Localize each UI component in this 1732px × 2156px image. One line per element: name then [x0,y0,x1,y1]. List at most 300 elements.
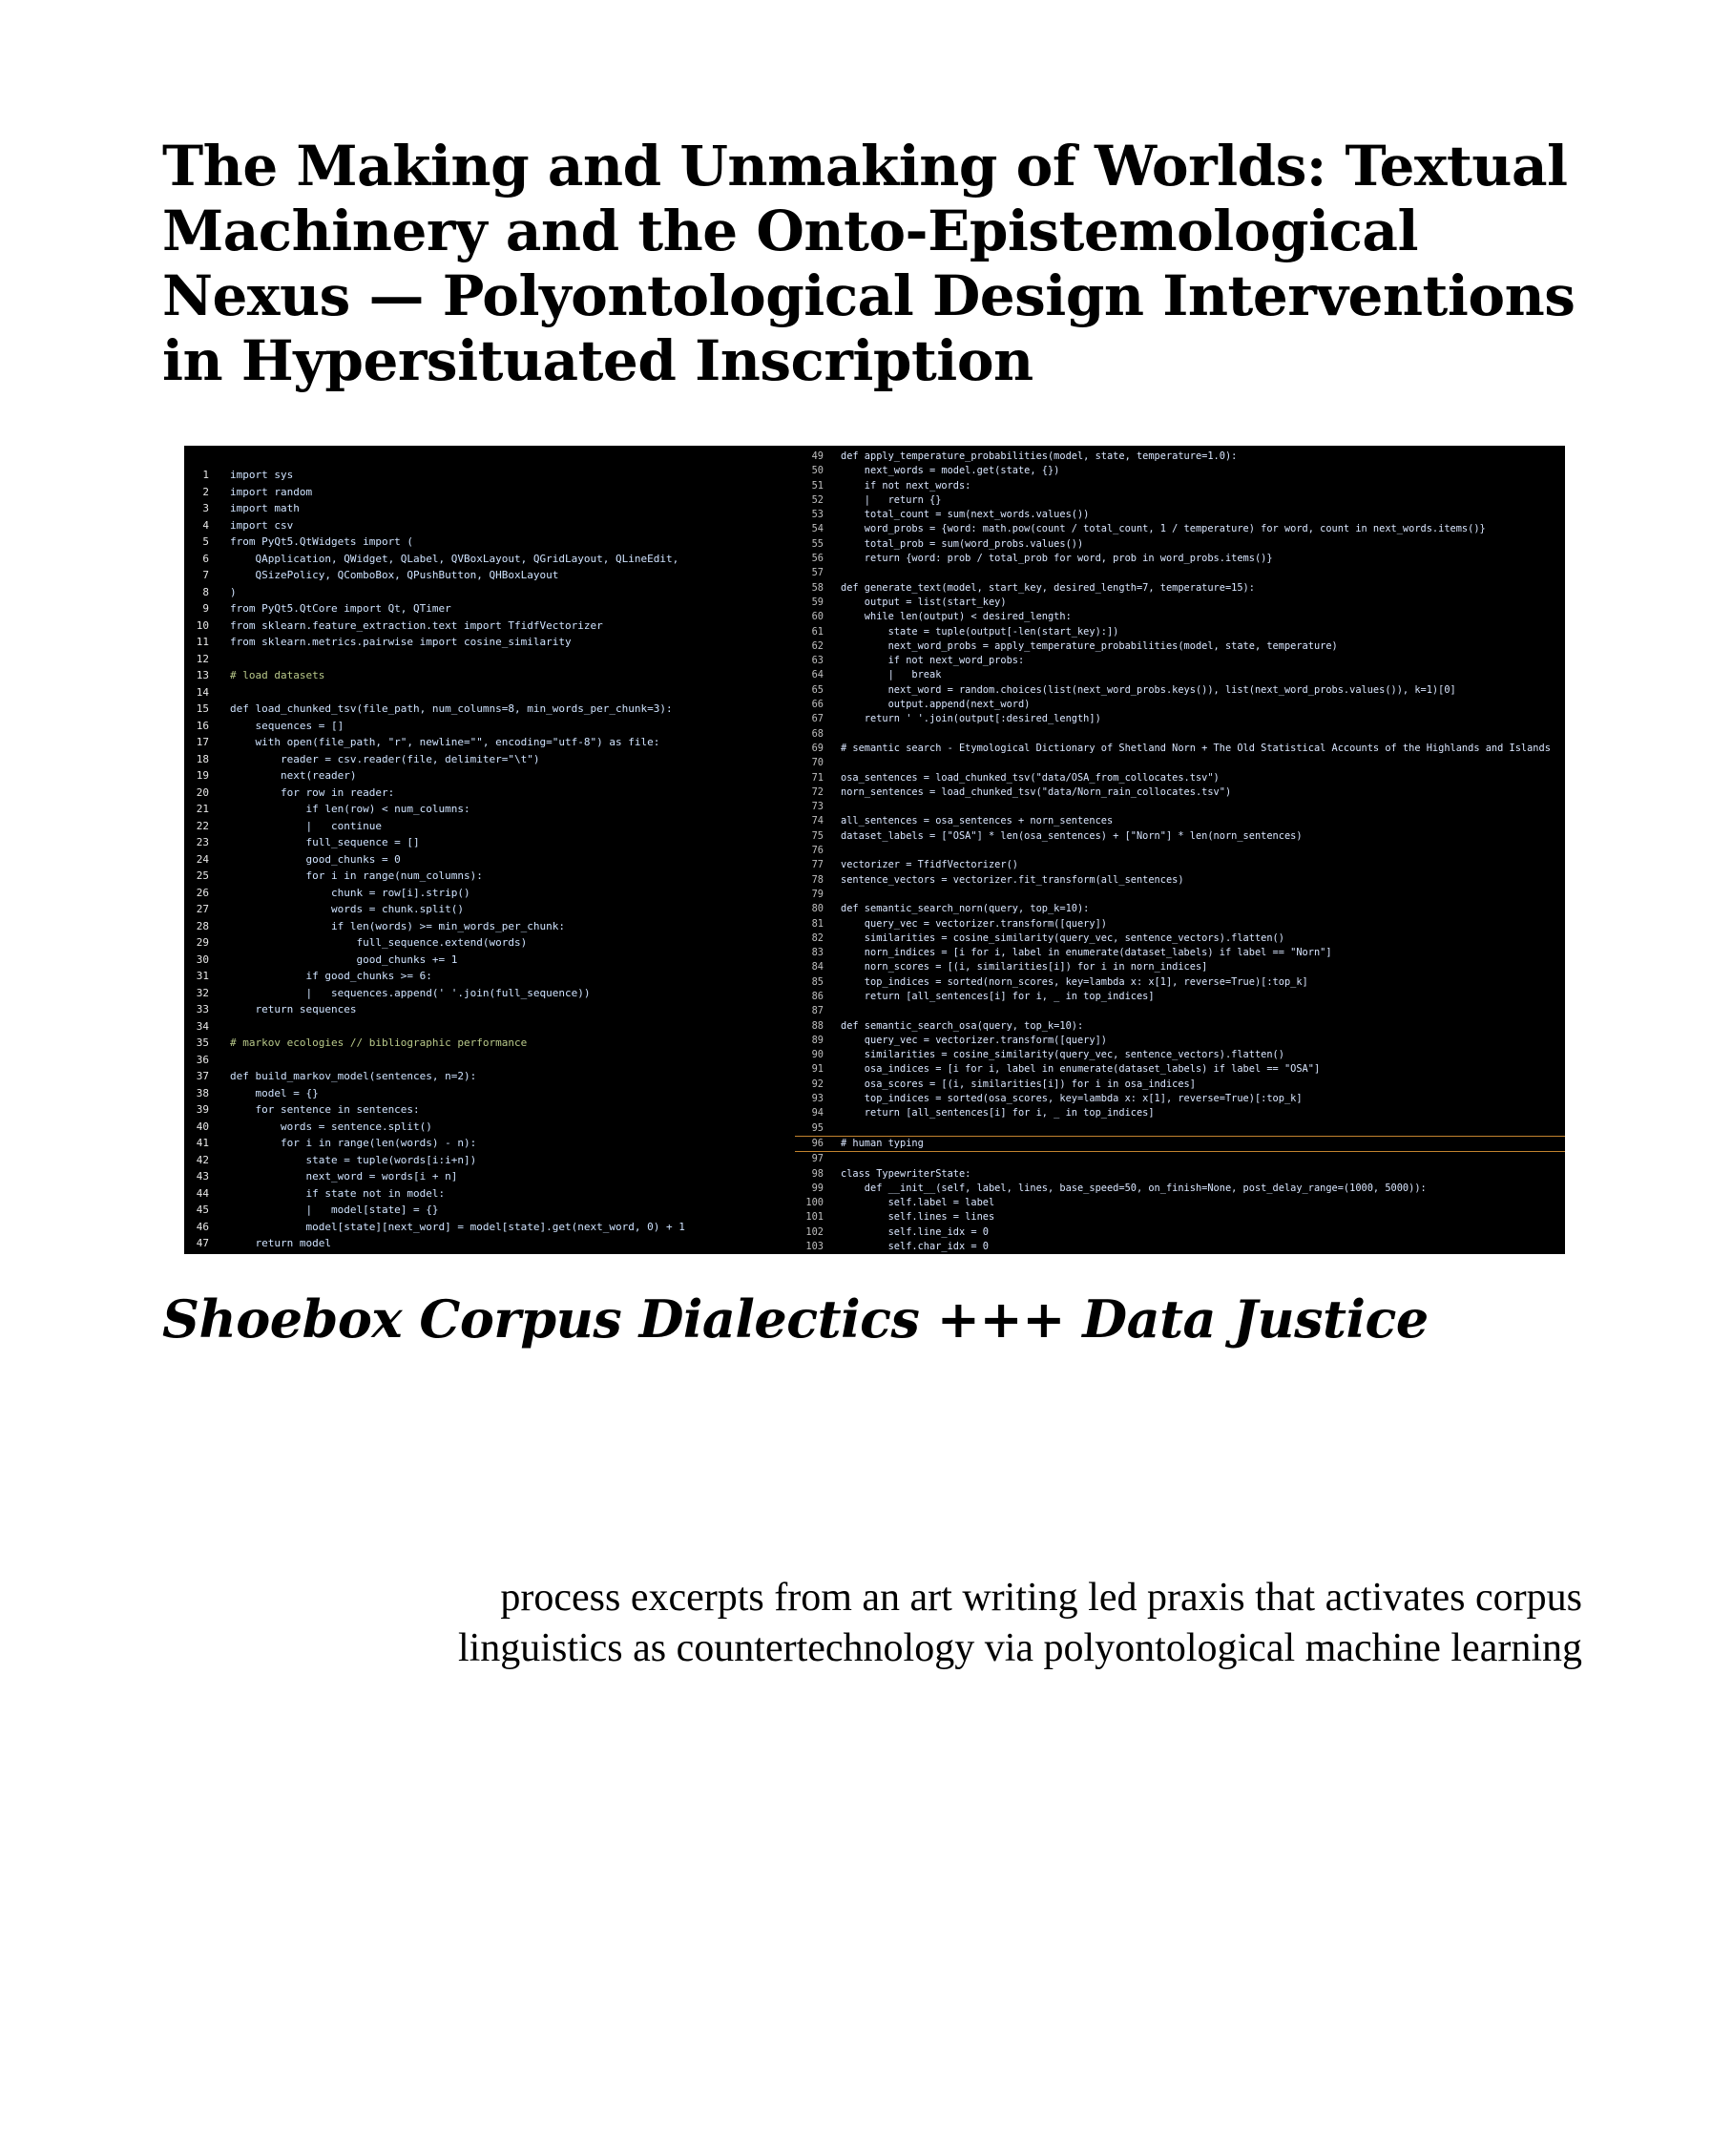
code-text: chunk = row[i].strip() [230,886,470,899]
code-line [795,1121,1565,1136]
code-line [795,552,1565,566]
code-line [184,1035,833,1052]
code-column-left [184,467,833,1252]
code-screenshot [184,446,1565,1254]
code-text: self.label = label [841,1197,995,1209]
code-line [795,960,1565,974]
code-line [184,985,833,1002]
line-number: 69 [811,742,824,754]
code-line [795,990,1565,1004]
code-text: vectorizer = TfidfVectorizer() [841,859,1018,871]
line-number: 66 [811,699,824,711]
line-number: 99 [811,1182,824,1194]
description-line: linguistics as countertechnology via polyontological machine learning [457,1626,1582,1670]
code-line [184,1202,833,1219]
line-number: 40 [196,1120,209,1133]
code-line [795,625,1565,639]
code-text: words = sentence.split() [230,1120,432,1133]
code-text: self.char_idx = 0 [841,1241,989,1253]
code-text: def apply_temperature_probabilities(model, state, temperature=1.0): [841,450,1238,462]
code-text: self.lines = lines [841,1211,995,1224]
code-text: good_chunks += 1 [230,952,458,966]
code-text: return [all_sentences[i] for i, _ in top_indices] [841,990,1155,1002]
code-text: from PyQt5.QtCore import Qt, QTimer [230,602,451,615]
code-line [795,1062,1565,1077]
subtitle [162,1287,1429,1351]
line-number: 43 [196,1170,209,1183]
code-text: if not next_word_probs: [841,655,1025,667]
code-text: def semantic_search_osa(query, top_k=10): [841,1019,1084,1032]
line-number: 102 [805,1225,824,1238]
line-number: 89 [811,1034,824,1046]
line-number: 5 [202,535,209,548]
line-number: 24 [196,852,209,866]
line-number: 81 [811,917,824,930]
code-text: import random [230,485,313,498]
code-line [184,868,833,885]
line-number: 57 [811,567,824,579]
line-number: 22 [196,819,209,832]
title-line: Machinery and the Onto-Epistemological [162,199,1419,263]
line-number: 78 [811,873,824,886]
line-number: 52 [811,493,824,506]
line-number: 10 [196,618,209,632]
code-text: next_word_probs = apply_temperature_probabilities(model, state, temperature) [841,639,1338,652]
code-line [184,785,833,802]
code-line [184,1068,833,1085]
code-line [795,464,1565,478]
line-number: 103 [805,1241,824,1253]
code-text: | return {} [841,493,942,506]
line-number: 95 [811,1121,824,1134]
line-number: 90 [811,1049,824,1061]
code-line [184,851,833,869]
line-number: 44 [196,1186,209,1200]
code-line [795,668,1565,682]
code-text: for row in reader: [230,785,395,799]
code-text: words = chunk.split() [230,903,465,915]
code-text: if state not in model: [230,1186,446,1200]
line-number: 23 [196,836,209,848]
code-text: | continue [230,819,382,832]
line-number: 8 [202,585,209,598]
code-line [184,551,833,568]
code-line [184,801,833,818]
line-number: 19 [196,769,209,782]
line-number: 46 [196,1220,209,1233]
code-line [184,968,833,985]
code-line [795,1240,1565,1254]
code-text: import sys [230,469,294,481]
line-number: 63 [811,655,824,667]
line-number: 35 [196,1036,209,1049]
code-line [795,858,1565,872]
line-number: 62 [811,639,824,652]
line-number: 94 [811,1107,824,1120]
code-line [795,814,1565,828]
code-text: return {word: prob / total_prob for word, prob in word_probs.items()} [841,553,1273,565]
code-text: norn_scores = [(i, similarities[i]) for i in norn_indices] [841,961,1208,973]
code-line [184,718,833,735]
code-text: for sentence in sentences: [230,1103,420,1116]
code-text: output.append(next_word) [841,699,1031,711]
code-line [184,617,833,635]
line-number: 45 [196,1204,209,1216]
line-number: 59 [811,596,824,608]
line-number: 15 [196,702,209,715]
code-column-right [795,450,1565,1254]
code-text: reader = csv.reader(file, delimiter="\t") [230,752,540,765]
code-line [184,651,833,668]
line-number: 100 [805,1197,824,1209]
code-line [184,484,833,501]
code-text: query_vec = vectorizer.transform([query]) [841,1034,1107,1046]
line-number: 96 [811,1137,824,1149]
line-number: 31 [196,970,209,982]
code-line [184,934,833,952]
line-number: 34 [196,1019,209,1033]
code-text: while len(output) < desired_length: [841,611,1072,623]
code-line [795,1019,1565,1034]
line-number: 32 [196,986,209,999]
code-text: QSizePolicy, QComboBox, QPushButton, QHBoxLayout [230,569,559,581]
code-line [184,1085,833,1102]
code-line [184,667,833,684]
line-number: 82 [811,931,824,944]
code-line [795,917,1565,931]
code-text: dataset_labels = ["OSA"] * len(osa_sentences) + ["Norn"] * len(norn_sentences) [841,829,1303,842]
code-line [184,701,833,718]
code-line [184,517,833,534]
code-text: self.line_idx = 0 [841,1225,989,1238]
code-text: return [all_sentences[i] for i, _ in top_indices] [841,1107,1155,1120]
page-title [162,134,1613,393]
line-number: 80 [811,903,824,915]
code-line [184,684,833,701]
code-text: # load datasets [230,669,325,681]
line-number: 67 [811,713,824,725]
line-number: 91 [811,1063,824,1076]
title-line: The Making and Unmaking of Worlds: Textual [162,134,1568,199]
line-number: 33 [196,1003,209,1015]
line-number: 86 [811,990,824,1002]
line-number: 53 [811,509,824,521]
code-line [184,634,833,651]
code-line [184,500,833,517]
code-line [795,1196,1565,1210]
line-number: 77 [811,859,824,871]
code-line [795,1004,1565,1018]
code-line [795,1092,1565,1106]
code-text: return model [230,1237,331,1249]
code-line [184,1052,833,1069]
code-line [795,1106,1565,1120]
line-number: 79 [811,888,824,900]
line-number: 84 [811,961,824,973]
subtitle-part-two: Data Justice [1082,1288,1429,1350]
code-line [795,522,1565,536]
line-number: 47 [196,1237,209,1249]
line-number: 73 [811,801,824,813]
code-text: for i in range(num_columns): [230,869,483,882]
code-line [795,756,1565,770]
code-text: osa_scores = [(i, similarities[i]) for i in osa_indices] [841,1078,1196,1090]
line-number: 49 [811,450,824,462]
code-text: def load_chunked_tsv(file_path, num_columns=8, min_words_per_chunk=3): [230,702,673,715]
code-line [795,902,1565,916]
code-line [795,888,1565,902]
code-text: total_count = sum(next_words.values()) [841,509,1090,521]
code-text: model = {} [230,1086,319,1099]
code-text: next_word = random.choices(list(next_word_probs.keys()), list(next_word_probs.values()), k=1)[0] [841,683,1456,696]
code-text: top_indices = sorted(norn_scores, key=lambda x: x[1], reverse=True)[:top_k] [841,975,1308,988]
code-line [184,834,833,851]
code-text: class TypewriterState: [841,1167,971,1180]
line-number: 55 [811,537,824,550]
line-number: 54 [811,523,824,535]
line-number: 42 [196,1153,209,1166]
code-text: if len(row) < num_columns: [230,803,470,815]
code-text: word_probs = {word: math.pow(count / total_count, 1 / temperature) for word, count in next_words.items()} [841,523,1486,535]
line-number: 74 [811,815,824,827]
code-line [795,712,1565,726]
code-text: # markov ecologies // bibliographic performance [230,1036,528,1049]
code-text: return sequences [230,1003,357,1015]
line-number: 88 [811,1019,824,1032]
description-paragraph [458,1573,1582,1674]
code-text: with open(file_path, "r", newline="", encoding="utf-8") as file: [230,736,660,748]
line-number: 28 [196,919,209,932]
line-number: 11 [196,636,209,648]
code-text: def build_markov_model(sentences, n=2): [230,1070,477,1082]
code-line [184,1001,833,1018]
code-text: from sklearn.feature_extraction.text import TfidfVectorizer [230,618,603,632]
code-line [184,600,833,617]
line-number: 60 [811,611,824,623]
title-line: Nexus — Polyontological Design Interventions [162,263,1575,328]
code-text: norn_indices = [i for i, label in enumerate(dataset_labels) if label == "Norn"] [841,947,1332,959]
code-line [795,654,1565,668]
code-text: return ' '.join(output[:desired_length]) [841,713,1101,725]
code-text: if good_chunks >= 6: [230,970,432,982]
code-text: def generate_text(model, start_key, desired_length=7, temperature=15): [841,581,1255,594]
line-number: 92 [811,1078,824,1090]
code-line [184,1168,833,1185]
code-line [795,1152,1565,1166]
code-text: # semantic search - Etymological Dictionary of Shetland Norn + The Old Statistical Accounts of the Highlands and Islands [841,742,1551,754]
line-number: 20 [196,785,209,799]
code-line [795,610,1565,624]
line-number: 2 [202,485,209,498]
code-text: similarities = cosine_similarity(query_vec, sentence_vectors).flatten() [841,1049,1284,1061]
line-number: 18 [196,752,209,765]
line-number: 61 [811,625,824,638]
code-line [795,508,1565,522]
line-number: 3 [202,502,209,514]
line-number: 93 [811,1093,824,1105]
code-text: if len(words) >= min_words_per_chunk: [230,919,565,932]
code-line [184,1219,833,1236]
code-line [795,698,1565,712]
code-line [184,467,833,484]
code-text: norn_sentences = load_chunked_tsv("data/Norn_rain_collocates.tsv") [841,785,1232,798]
subtitle-separator: +++ [936,1288,1065,1350]
code-line [795,1182,1565,1196]
code-text: | model[state] = {} [230,1204,439,1216]
line-number: 76 [811,845,824,857]
line-number: 12 [196,652,209,665]
line-number: 83 [811,947,824,959]
code-line [795,844,1565,858]
code-text: ) [230,585,237,598]
line-number: 41 [196,1137,209,1149]
line-number: 21 [196,803,209,815]
line-number: 101 [805,1211,824,1224]
line-number: 65 [811,683,824,696]
code-line [184,818,833,835]
line-number: 50 [811,465,824,477]
code-text: next_word = words[i + n] [230,1170,458,1183]
code-text: full_sequence = [] [230,836,420,848]
code-line [184,1101,833,1119]
code-line [795,1078,1565,1092]
code-text: | sequences.append(' '.join(full_sequence)) [230,986,591,999]
code-text: full_sequence.extend(words) [230,936,528,949]
code-line [184,751,833,768]
code-text: next(reader) [230,769,357,782]
line-number: 4 [202,518,209,532]
line-number: 27 [196,903,209,915]
code-text: import math [230,502,300,514]
code-line [184,734,833,751]
code-line [795,829,1565,844]
line-number: 72 [811,785,824,798]
code-text: model[state][next_word] = model[state].get(next_word, 0) + 1 [230,1220,685,1233]
code-line [795,1210,1565,1225]
line-number: 70 [811,757,824,769]
line-number: 38 [196,1086,209,1099]
code-line [795,683,1565,698]
code-line [795,1048,1565,1062]
code-text: similarities = cosine_similarity(query_vec, sentence_vectors).flatten() [841,931,1284,944]
line-number: 29 [196,936,209,949]
code-text: from PyQt5.QtWidgets import ( [230,535,414,548]
description-line: process excerpts from an art writing led praxis that activates corpus [500,1576,1582,1620]
line-number: 30 [196,952,209,966]
code-text: next_words = model.get(state, {}) [841,465,1060,477]
code-line [795,596,1565,610]
code-line [795,566,1565,580]
code-line [795,975,1565,990]
code-text: | break [841,669,942,681]
code-text: def __init__(self, label, lines, base_speed=50, on_finish=None, post_delay_range=(1000, 5000)): [841,1182,1427,1194]
line-number: 71 [811,771,824,784]
code-text: query_vec = vectorizer.transform([query]) [841,917,1107,930]
code-line [795,946,1565,960]
line-number: 14 [196,685,209,699]
code-text: state = tuple(words[i:i+n]) [230,1153,477,1166]
code-text: for i in range(len(words) - n): [230,1137,477,1149]
code-text: osa_sentences = load_chunked_tsv("data/OSA_from_collocates.tsv") [841,771,1220,784]
line-number: 39 [196,1103,209,1116]
code-line [184,1135,833,1152]
line-number: 26 [196,886,209,899]
line-number: 16 [196,719,209,732]
code-line [184,767,833,785]
line-number: 25 [196,869,209,882]
code-line [795,931,1565,946]
code-line [184,952,833,969]
code-text: sentence_vectors = vectorizer.fit_transform(all_sentences) [841,873,1184,886]
code-line [184,584,833,601]
line-number: 13 [196,669,209,681]
code-text: import csv [230,518,294,532]
code-text: total_prob = sum(word_probs.values()) [841,537,1084,550]
line-number: 68 [811,727,824,740]
code-line [184,918,833,935]
code-text: from sklearn.metrics.pairwise import cosine_similarity [230,636,572,648]
code-text: sequences = [] [230,719,344,732]
code-line [795,450,1565,464]
line-number: 97 [811,1153,824,1165]
code-line [184,1018,833,1036]
code-line [795,1136,1565,1152]
code-line [184,1235,833,1252]
line-number: 36 [196,1053,209,1066]
code-text: def semantic_search_norn(query, top_k=10): [841,903,1090,915]
line-number: 87 [811,1005,824,1017]
code-line [184,901,833,918]
code-line [795,727,1565,742]
code-text: all_sentences = osa_sentences + norn_sentences [841,815,1114,827]
code-line [184,534,833,551]
code-line [184,1152,833,1169]
code-line [795,493,1565,508]
line-number: 1 [202,469,209,481]
line-number: 56 [811,553,824,565]
code-text: output = list(start_key) [841,596,1007,608]
code-text: # human typing [841,1137,924,1149]
line-number: 7 [202,569,209,581]
line-number: 6 [202,552,209,565]
code-line [184,885,833,902]
code-line [795,479,1565,493]
code-line [795,800,1565,814]
line-number: 75 [811,829,824,842]
code-line [795,742,1565,756]
line-number: 17 [196,736,209,748]
code-line [795,1167,1565,1182]
code-line [184,1119,833,1136]
line-number: 98 [811,1167,824,1180]
line-number: 58 [811,581,824,594]
code-line [795,1034,1565,1048]
subtitle-part-one: Shoebox Corpus Dialectics [162,1288,920,1350]
code-line [795,581,1565,596]
line-number: 85 [811,975,824,988]
code-text: state = tuple(output[-len(start_key):]) [841,625,1119,638]
code-text: if not next_words: [841,479,971,492]
line-number: 37 [196,1070,209,1082]
code-text: good_chunks = 0 [230,852,401,866]
code-line [795,771,1565,785]
code-line [795,537,1565,552]
code-text: QApplication, QWidget, QLabel, QVBoxLayout, QGridLayout, QLineEdit, [230,552,679,565]
code-line [795,639,1565,654]
code-text: top_indices = sorted(osa_scores, key=lambda x: x[1], reverse=True)[:top_k] [841,1093,1303,1105]
code-text: osa_indices = [i for i, label in enumerate(dataset_labels) if label == "OSA"] [841,1063,1321,1076]
line-number: 64 [811,669,824,681]
